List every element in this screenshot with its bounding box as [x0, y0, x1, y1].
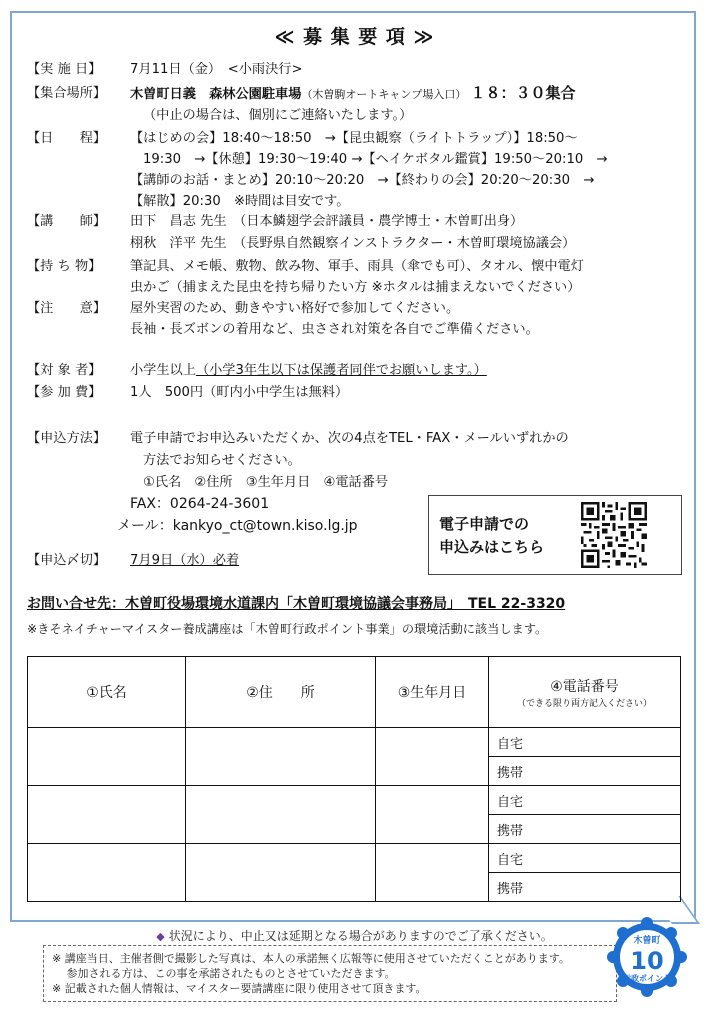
page-title: ≪ 募 集 要 項 ≫	[274, 26, 435, 48]
mobile-phone-cell[interactable]: 携帯	[489, 873, 681, 902]
note-line-2: 参加される方は、この事を承諾されたものとさせていただきます。	[52, 967, 396, 980]
deadline-value: 7月9日（水）必着	[130, 553, 240, 568]
home-phone-cell[interactable]: 自宅	[489, 844, 681, 873]
caution-label: 【注 意】	[27, 301, 107, 316]
items-line-2: 虫かご（捕まえた昆虫を持ち帰りたい方 ※ホタルは捕まえないでください）	[130, 280, 581, 295]
points-note: ※きそネイチャーマイスター養成講座は「木曽町行政ポイント事業」の環境活動に該当します。	[27, 622, 548, 636]
mobile-phone-cell[interactable]: 携帯	[489, 757, 681, 786]
name-cell[interactable]	[28, 786, 186, 844]
header-address: ②住 所	[186, 657, 376, 728]
address-cell[interactable]	[186, 786, 376, 844]
meeting-time: １８：３０集合	[470, 84, 576, 102]
notes-box	[43, 945, 617, 1002]
items-line-1: 筆記具、メモ帳、敷物、飲み物、軍手、雨具（傘でも可）、タオル、懐中電灯	[130, 259, 584, 274]
schedule-line-1: 【はじめの会】18:40～18:50 →【昆虫観察（ライトトラップ）】18:50～	[130, 131, 578, 146]
schedule-line-4: 【解散】20:30 ※時間は目安です。	[130, 194, 350, 209]
header-phone-sub: （できる限り両方記入ください）	[516, 698, 652, 709]
bottom-notice	[0, 927, 709, 944]
header-phone-label: ④電話番号	[550, 678, 619, 695]
bottom-notice-text: 状況により、中止又は延期となる場合がありますのでご了承ください。	[168, 929, 553, 943]
name-cell[interactable]	[28, 844, 186, 902]
items-label: 【持 ち 物】	[27, 259, 102, 274]
badge-top-text: 木曽町	[633, 936, 661, 946]
header-birthdate: ③生年月日	[376, 657, 489, 728]
fee-value: 1人 500円（町内小中学生は無料）	[130, 385, 349, 400]
badge-number: 10	[630, 947, 664, 975]
application-form-table	[27, 656, 681, 902]
table-header-row	[28, 657, 681, 728]
apply-line-2: 方法でお知らせください。	[143, 453, 301, 468]
table-row	[28, 844, 681, 873]
badge-bottom-text: 行政ポイント	[623, 974, 671, 983]
meeting-place-name: 木曽町日義 森林公園駐車場	[130, 87, 302, 102]
home-phone-cell[interactable]: 自宅	[489, 786, 681, 815]
fee-label: 【参 加 費】	[27, 385, 102, 400]
apply-fax: FAX：0264-24-3601	[130, 496, 270, 512]
contact-info: お問い合せ先：木曽町役場環境水道課内「木曽町環境協議会事務局」 TEL 22-3320	[27, 596, 566, 612]
note-line-3: ※ 記載された個人情報は、マイスター要請講座に限り使用させて頂きます。	[52, 982, 427, 995]
meeting-note: （中止の場合は、個別にご連絡いたします。）	[143, 108, 413, 123]
admin-points-badge-icon	[605, 907, 689, 1003]
e-application-line-2: 申込みはこちら	[439, 538, 545, 556]
date-label: 【実 施 日】	[27, 62, 102, 77]
deadline-label: 【申込〆切】	[27, 553, 107, 568]
address-cell[interactable]	[186, 728, 376, 786]
table-row	[28, 728, 681, 757]
lecturers-label: 【講 師】	[27, 214, 107, 229]
caution-line-2: 長袖・長ズボンの着用など、虫さされ対策を各自でご準備ください。	[130, 322, 539, 337]
e-application-line-1: 電子申請での	[439, 515, 530, 533]
qr-code-icon[interactable]	[581, 502, 647, 568]
e-application-box[interactable]	[428, 495, 682, 575]
home-phone-cell[interactable]: 自宅	[489, 728, 681, 757]
schedule-line-2: 19:30 →【休憩】19:30～19:40 →【ヘイケボタル鑑賞】19:50～20:10 →	[143, 152, 608, 167]
mobile-phone-cell[interactable]: 携帯	[489, 815, 681, 844]
target-value	[130, 360, 487, 381]
table-row	[28, 786, 681, 815]
caution-line-1: 屋外実習のため、動きやすい格好で参加してください。	[130, 301, 460, 316]
birthdate-cell[interactable]	[376, 728, 489, 786]
meeting-label: 【集合場所】	[27, 86, 107, 101]
diamond-icon: ◆	[156, 930, 165, 943]
header-name: ①氏名	[28, 657, 186, 728]
target-note: （小学3年生以下は保護者同伴でお願いします。）	[195, 363, 487, 378]
note-line-1: ※ 講座当日、主催者側で撮影した写真は、本人の承諾無く広報等に使用させていただくことがあります。	[52, 952, 570, 965]
name-cell[interactable]	[28, 728, 186, 786]
schedule-label: 【日 程】	[27, 131, 107, 146]
lecturer-1: 田下 昌志 先生 （日本鱗翅学会評議員・農学博士・木曽町出身）	[130, 214, 524, 229]
apply-line-3: ①氏名 ②住所 ③生年月日 ④電話番号	[143, 475, 389, 490]
birthdate-cell[interactable]	[376, 844, 489, 902]
e-application-text	[439, 513, 544, 559]
meeting-place-note: （木曽駒オートキャンプ場入口）	[301, 88, 467, 101]
apply-line-1: 電子申請でお申込みいただくか、次の4点をTEL・FAX・メールいずれかの	[130, 431, 569, 446]
schedule-line-3: 【講師のお話・まとめ】20:10～20:20 →【終わりの会】20:20～20:30 →	[130, 173, 595, 188]
header-phone	[489, 657, 681, 728]
target-main: 小学生以上	[130, 363, 196, 378]
birthdate-cell[interactable]	[376, 786, 489, 844]
apply-mail[interactable]: メール：kankyo_ct@town.kiso.lg.jp	[117, 518, 358, 534]
address-cell[interactable]	[186, 844, 376, 902]
meeting-place	[130, 83, 575, 105]
target-label: 【対 象 者】	[27, 363, 102, 378]
date-value: 7月11日（金） <小雨決行>	[130, 62, 303, 77]
lecturer-2: 栩秋 洋平 先生 （長野県自然観察インストラクター・木曽町環境協議会）	[130, 236, 576, 251]
apply-label: 【申込方法】	[27, 431, 107, 446]
